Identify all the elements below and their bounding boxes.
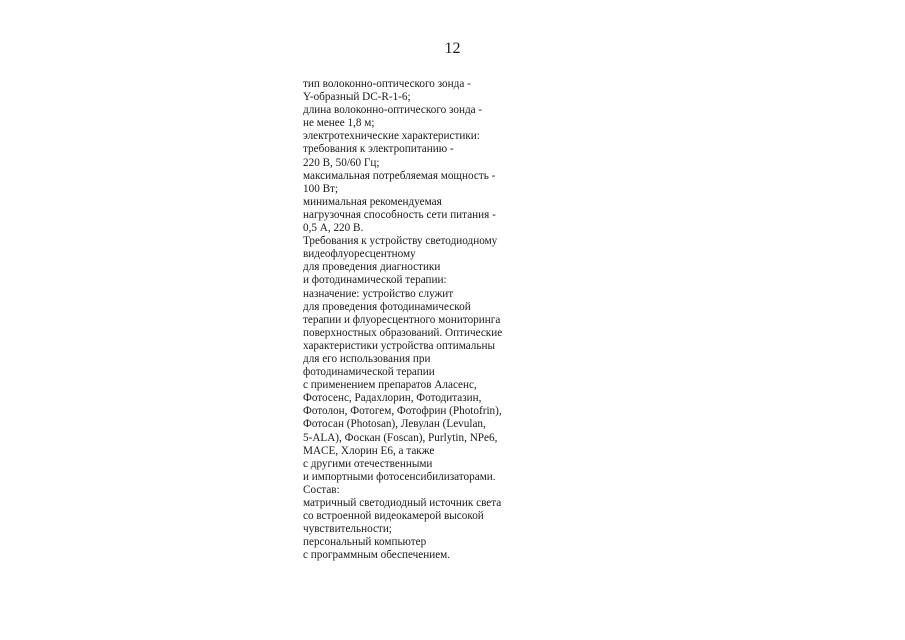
text-line: и фотодинамической терапии:: [303, 274, 447, 287]
text-line: 100 Вт;: [303, 182, 339, 195]
text-line: персональный компьютер: [303, 536, 427, 549]
text-line: тип волоконно-оптического зонда -: [303, 78, 471, 90]
text-line: чувствительности;: [303, 523, 392, 536]
text-line: с другими отечественными: [303, 457, 433, 470]
text-line: Фотосан (Photosan), Левулан (Levulan,: [303, 418, 486, 431]
text-line: электротехнические характеристики:: [303, 130, 480, 143]
text-line: и импортными фотосенсибилизаторами.: [303, 470, 496, 483]
text-line: матричный светодиодный источник света: [303, 497, 502, 509]
text-line: Фотосенс, Радахлорин, Фотодитазин,: [303, 392, 482, 405]
text-line: со встроенной видеокамерой высокой: [303, 510, 484, 523]
text-line: 0,5 А, 220 В.: [303, 222, 364, 235]
text-line: Y-образный DC-R-1-6;: [303, 91, 411, 104]
text-line: для его использования при: [303, 352, 431, 365]
text-line: минимальная рекомендуемая: [303, 195, 442, 208]
text-line: нагрузочная способность сети питания -: [303, 208, 496, 221]
text-line: максимальная потребляемая мощность -: [303, 169, 496, 182]
text-line: назначение: устройство служит: [303, 287, 454, 300]
text-line: с программным обеспечением.: [303, 549, 451, 562]
text-line: характеристики устройства оптимальны: [303, 339, 495, 352]
text-line: 5-ALA), Фоскан (Foscan), Purlytin, NPe6,: [303, 431, 498, 444]
text-line: Состав:: [303, 483, 340, 496]
text-line: MACE, Хлорин Е6, а также: [303, 444, 435, 457]
body-text: [303, 78, 563, 562]
text-line: длина волоконно-оптического зонда -: [303, 104, 483, 117]
text-line: для проведения диагностики: [303, 261, 441, 274]
text-line: требования к электропитанию -: [303, 143, 454, 156]
text-line: не менее 1,8 м;: [303, 117, 375, 130]
text-line: для проведения фотодинамической: [303, 300, 471, 313]
text-line: Требования к устройству светодиодному: [303, 235, 498, 248]
text-line: с применением препаратов Аласенс,: [303, 379, 477, 392]
text-line: поверхностных образований. Оптические: [303, 326, 503, 339]
text-line: фотодинамической терапии: [303, 366, 435, 379]
text-line: терапии и флуоресцентного мониторинга: [303, 313, 501, 326]
text-line: 220 В, 50/60 Гц;: [303, 156, 380, 169]
text-line: видеофлуоресцентному: [303, 248, 416, 261]
page-number: 12: [444, 40, 461, 57]
text-line: Фотолон, Фотогем, Фотофрин (Photofrin),: [303, 405, 502, 418]
